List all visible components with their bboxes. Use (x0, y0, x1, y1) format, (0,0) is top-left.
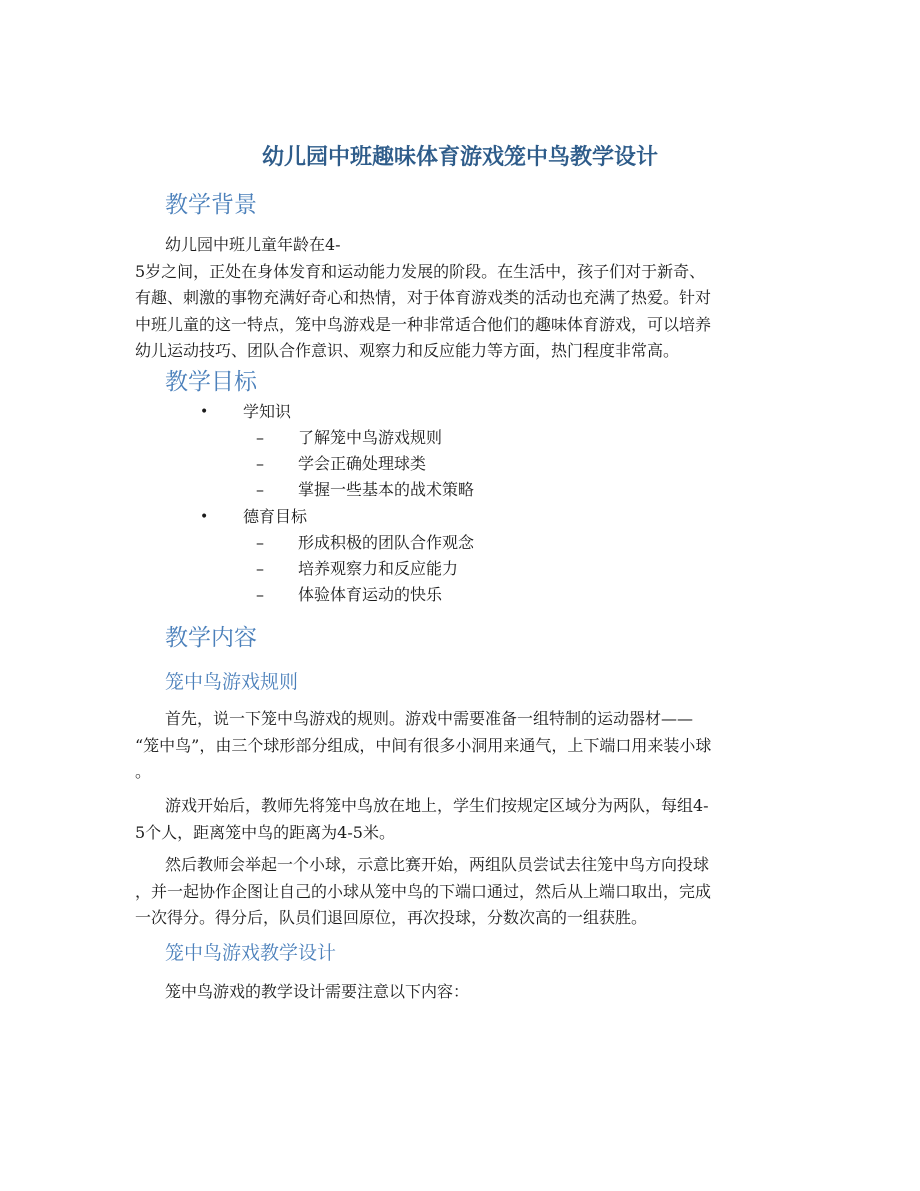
dash-icon: – (256, 533, 264, 552)
text-line: 一次得分。得分后，队员们退回原位，再次投球，分数次高的一组获胜。 (135, 908, 648, 927)
bullet-icon: • (200, 509, 209, 525)
text-line: ，并一起协作企图让自己的小球从笼中鸟的下端口通过，然后从上端口取出，完成 (135, 881, 712, 901)
subheading-design: 笼中鸟游戏教学设计 (165, 942, 337, 964)
dash-icon: – (256, 454, 264, 473)
paragraph-background (135, 232, 785, 365)
text-line: 中班儿童的这一特点，笼中鸟游戏是一种非常适合他们的趣味体育游戏，可以培养 (135, 314, 712, 334)
document-title: 幼儿园中班趣味体育游戏笼中鸟教学设计 (261, 145, 658, 170)
text-line: 幼儿运动技巧、团队合作意识、观察力和反应能力等方面，热门程度非常高。 (135, 341, 680, 360)
heading-content: 教学内容 (165, 625, 257, 651)
text-line: 有趣、刺激的事物充满好奇心和热情，对于体育游戏类的活动也充满了热爱。针对 (135, 288, 712, 307)
text-line: 游戏开始后，教师先将笼中鸟放在地上，学生们按规定区域分为两队，每组4- (165, 796, 709, 815)
text-line: 首先，说一下笼中鸟游戏的规则。游戏中需要准备一组特制的运动器材—— (165, 709, 694, 728)
paragraph-design (135, 979, 785, 1006)
text-line: 。 (135, 762, 152, 781)
sub-list-item-label: 培养观察力和反应能力 (298, 559, 459, 578)
paragraph-rules-2 (135, 793, 785, 846)
dash-icon: – (256, 428, 264, 447)
paragraph-rules-3 (135, 852, 785, 932)
text-line: 笼中鸟游戏的教学设计需要注意以下内容： (165, 982, 470, 1001)
text-line: 5个人，距离笼中鸟的距离为4-5米。 (135, 822, 395, 842)
list-item-label: 学知识 (243, 402, 292, 421)
heading-background: 教学背景 (165, 192, 257, 218)
sub-list-item-label: 学会正确处理球类 (298, 454, 427, 473)
text-line: 然后教师会举起一个小球，示意比赛开始，两组队员尝试去往笼中鸟方向投球 (165, 855, 710, 874)
text-line: 5岁之间，正处在身体发育和运动能力发展的阶段。在生活中，孩子们对于新奇、 (135, 261, 706, 281)
sub-list-item-label: 形成积极的团队合作观念 (298, 533, 475, 552)
sub-list-item-label: 掌握一些基本的战术策略 (298, 480, 475, 499)
dash-icon: – (256, 480, 264, 499)
sub-list-item-label: 体验体育运动的快乐 (298, 585, 443, 604)
dash-icon: – (256, 559, 264, 578)
list-item-label: 德育目标 (243, 507, 308, 526)
paragraph-rules-1 (135, 706, 785, 786)
text-line: 幼儿园中班儿童年龄在4- (165, 235, 341, 254)
dash-icon: – (256, 585, 264, 604)
sub-list-item-label: 了解笼中鸟游戏规则 (298, 428, 443, 447)
heading-goals: 教学目标 (165, 369, 257, 395)
text-line: “笼中鸟”，由三个球形部分组成，中间有很多小洞用来通气，上下端口用来装小球 (135, 735, 712, 755)
subheading-rules: 笼中鸟游戏规则 (165, 671, 299, 693)
bullet-icon: • (200, 404, 209, 420)
